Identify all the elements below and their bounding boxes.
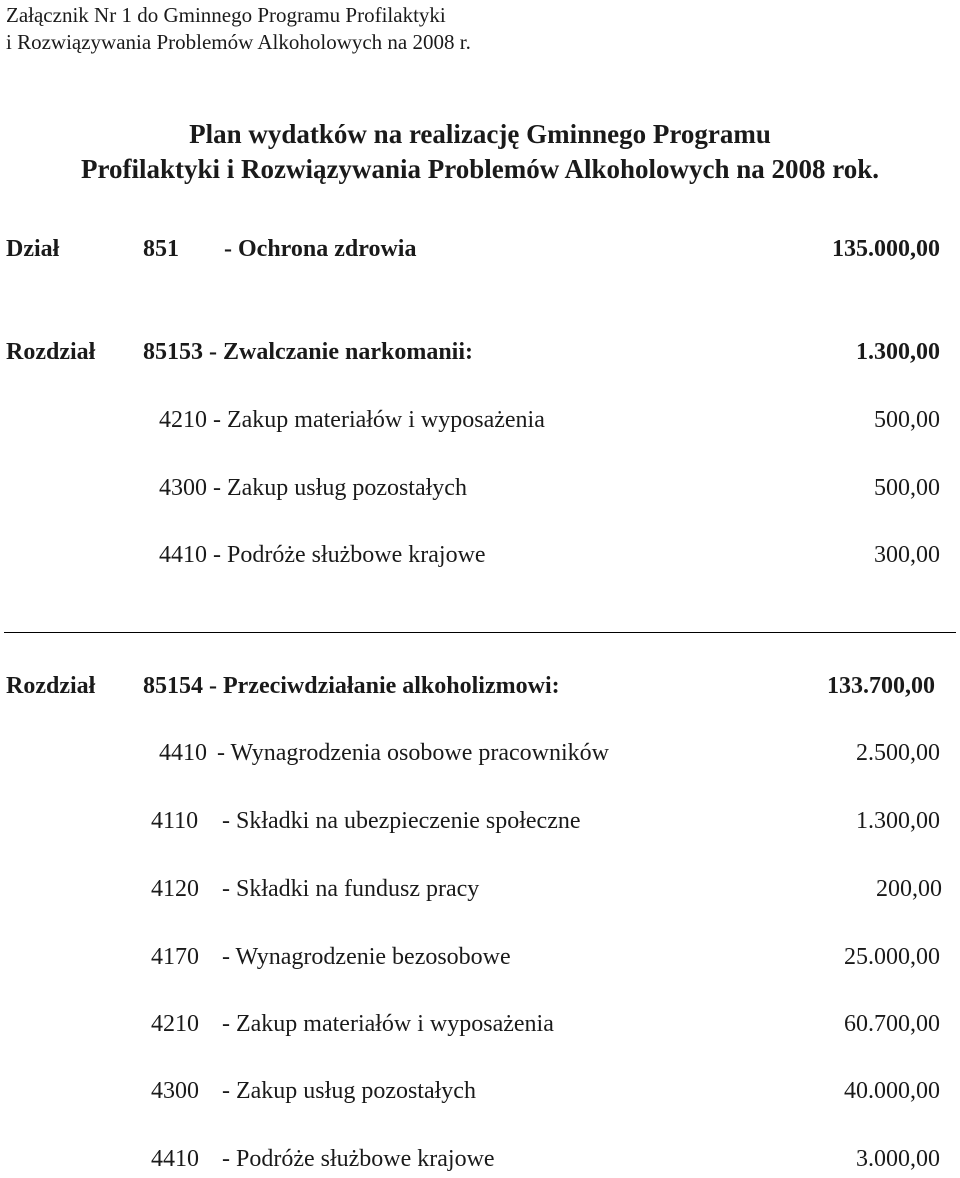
item-description: - Wynagrodzenia osobowe pracowników: [217, 740, 609, 766]
item-amount: 3.000,00: [856, 1146, 940, 1172]
item-code: 4210: [151, 1011, 199, 1037]
item-code: 4410: [159, 740, 207, 766]
item-amount: 40.000,00: [844, 1078, 940, 1104]
rozdzial-85153-amount: 1.300,00: [856, 339, 940, 365]
section-divider: [4, 632, 956, 633]
item-code: 4300: [151, 1078, 199, 1104]
item-amount: 500,00: [874, 475, 940, 501]
item-amount: 2.500,00: [856, 740, 940, 766]
item-amount: 1.300,00: [856, 808, 940, 834]
item-description: - Zakup usług pozostałych: [222, 1078, 476, 1104]
document-title-line-2: Profilaktyki i Rozwiązywania Problemów Alkoholowych na 2008 rok.: [80, 154, 880, 184]
dzial-name: - Ochrona zdrowia: [224, 236, 417, 262]
item-description: - Składki na ubezpieczenie społeczne: [222, 808, 581, 834]
item-amount: 200,00: [876, 876, 942, 902]
rozdzial-85154-title: 85154 - Przeciwdziałanie alkoholizmowi:: [143, 673, 560, 699]
item-amount: 60.700,00: [844, 1011, 940, 1037]
item-description: - Wynagrodzenie bezosobowe: [222, 944, 511, 970]
item-code: 4120: [151, 876, 199, 902]
item-description: - Podróże służbowe krajowe: [222, 1146, 495, 1172]
item-description: 4300 - Zakup usług pozostałych: [159, 475, 467, 501]
item-amount: 25.000,00: [844, 944, 940, 970]
attachment-note-line-2: i Rozwiązywania Problemów Alkoholowych na 2008 r.: [6, 30, 471, 54]
dzial-label: Dział: [6, 236, 60, 262]
dzial-code: 851: [143, 236, 179, 262]
item-code: 4170: [151, 944, 199, 970]
rozdzial-85153-label: Rozdział: [6, 339, 96, 365]
item-description: - Zakup materiałów i wyposażenia: [222, 1011, 554, 1037]
item-amount: 300,00: [874, 542, 940, 568]
item-description: 4410 - Podróże służbowe krajowe: [159, 542, 486, 568]
rozdzial-85154-label: Rozdział: [6, 673, 96, 699]
attachment-note-line-1: Załącznik Nr 1 do Gminnego Programu Profilaktyki: [6, 3, 446, 27]
document-title-line-1: Plan wydatków na realizację Gminnego Programu: [189, 119, 771, 149]
item-amount: 500,00: [874, 407, 940, 433]
rozdzial-85154-amount: 133.700,00: [827, 673, 935, 699]
item-description: - Składki na fundusz pracy: [222, 876, 480, 902]
rozdzial-85153-title: 85153 - Zwalczanie narkomanii:: [143, 339, 473, 365]
item-code: 4110: [151, 808, 199, 834]
item-description: 4210 - Zakup materiałów i wyposażenia: [159, 407, 545, 433]
dzial-amount: 135.000,00: [832, 236, 940, 262]
item-code: 4410: [151, 1146, 199, 1172]
